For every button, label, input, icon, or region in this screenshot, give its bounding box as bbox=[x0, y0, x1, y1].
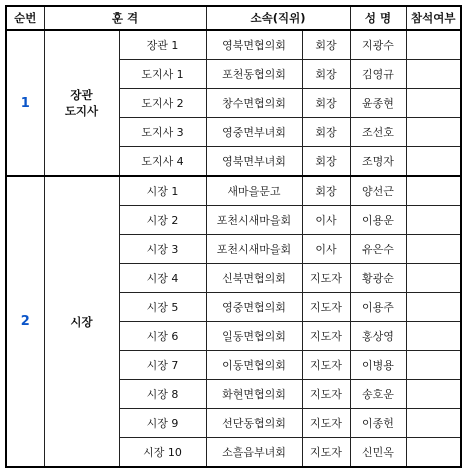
position-cell: 회장 bbox=[302, 118, 350, 147]
header-row bbox=[6, 6, 461, 30]
name-cell: 김영규 bbox=[350, 60, 406, 89]
award-cell: 도지사 1 bbox=[119, 60, 206, 89]
award-cell: 도지사 3 bbox=[119, 118, 206, 147]
attendance-cell[interactable] bbox=[406, 438, 461, 468]
award-cell: 시장 4 bbox=[119, 264, 206, 293]
organization-cell: 창수면협의회 bbox=[206, 89, 302, 118]
award-cell: 시장 10 bbox=[119, 438, 206, 468]
position-cell: 지도자 bbox=[302, 293, 350, 322]
position-cell: 이사 bbox=[302, 235, 350, 264]
header-name: 성 명 bbox=[350, 6, 406, 30]
award-cell: 시장 7 bbox=[119, 351, 206, 380]
name-cell: 지광수 bbox=[350, 30, 406, 60]
name-cell: 황광순 bbox=[350, 264, 406, 293]
table-body bbox=[6, 30, 461, 467]
award-cell: 시장 8 bbox=[119, 380, 206, 409]
name-cell: 이용운 bbox=[350, 206, 406, 235]
name-cell: 양선근 bbox=[350, 176, 406, 206]
table-row bbox=[6, 176, 461, 206]
organization-cell: 이동면협의회 bbox=[206, 351, 302, 380]
attendance-cell[interactable] bbox=[406, 409, 461, 438]
award-cell: 시장 2 bbox=[119, 206, 206, 235]
position-cell: 회장 bbox=[302, 176, 350, 206]
attendance-cell[interactable] bbox=[406, 30, 461, 60]
organization-cell: 포천시새마을회 bbox=[206, 206, 302, 235]
attendance-cell[interactable] bbox=[406, 118, 461, 147]
organization-cell: 영중면부녀회 bbox=[206, 118, 302, 147]
award-table-container bbox=[5, 5, 462, 468]
attendance-cell[interactable] bbox=[406, 264, 461, 293]
award-cell: 시장 5 bbox=[119, 293, 206, 322]
award-cell: 시장 3 bbox=[119, 235, 206, 264]
attendance-cell[interactable] bbox=[406, 89, 461, 118]
header-affiliation: 소속(직위) bbox=[206, 6, 350, 30]
attendance-cell[interactable] bbox=[406, 206, 461, 235]
name-cell: 신민옥 bbox=[350, 438, 406, 468]
attendance-cell[interactable] bbox=[406, 60, 461, 89]
attendance-cell[interactable] bbox=[406, 380, 461, 409]
position-cell: 지도자 bbox=[302, 380, 350, 409]
group-number: 2 bbox=[6, 176, 44, 467]
group-label: 시장 bbox=[44, 176, 119, 467]
position-cell: 지도자 bbox=[302, 351, 350, 380]
name-cell: 유은수 bbox=[350, 235, 406, 264]
attendance-cell[interactable] bbox=[406, 322, 461, 351]
organization-cell: 포천동협의회 bbox=[206, 60, 302, 89]
name-cell: 윤종현 bbox=[350, 89, 406, 118]
organization-cell: 영북면부녀회 bbox=[206, 147, 302, 177]
organization-cell: 화현면협의회 bbox=[206, 380, 302, 409]
position-cell: 지도자 bbox=[302, 322, 350, 351]
group-number: 1 bbox=[6, 30, 44, 176]
name-cell: 이종헌 bbox=[350, 409, 406, 438]
award-cell: 시장 6 bbox=[119, 322, 206, 351]
position-cell: 지도자 bbox=[302, 264, 350, 293]
organization-cell: 일동면협의회 bbox=[206, 322, 302, 351]
organization-cell: 소흘읍부녀회 bbox=[206, 438, 302, 468]
name-cell: 송호운 bbox=[350, 380, 406, 409]
header-attendance: 참석여부 bbox=[406, 6, 461, 30]
award-table bbox=[5, 5, 462, 468]
organization-cell: 신북면협의회 bbox=[206, 264, 302, 293]
name-cell: 홍상영 bbox=[350, 322, 406, 351]
attendance-cell[interactable] bbox=[406, 351, 461, 380]
organization-cell: 새마을문고 bbox=[206, 176, 302, 206]
name-cell: 이병용 bbox=[350, 351, 406, 380]
position-cell: 지도자 bbox=[302, 409, 350, 438]
position-cell: 회장 bbox=[302, 147, 350, 177]
attendance-cell[interactable] bbox=[406, 176, 461, 206]
award-cell: 시장 1 bbox=[119, 176, 206, 206]
name-cell: 이용주 bbox=[350, 293, 406, 322]
award-cell: 장관 1 bbox=[119, 30, 206, 60]
award-cell: 도지사 2 bbox=[119, 89, 206, 118]
position-cell: 회장 bbox=[302, 30, 350, 60]
award-cell: 도지사 4 bbox=[119, 147, 206, 177]
organization-cell: 포천시새마을회 bbox=[206, 235, 302, 264]
attendance-cell[interactable] bbox=[406, 147, 461, 177]
organization-cell: 선단동협의회 bbox=[206, 409, 302, 438]
name-cell: 조명자 bbox=[350, 147, 406, 177]
organization-cell: 영북면협의회 bbox=[206, 30, 302, 60]
position-cell: 회장 bbox=[302, 60, 350, 89]
attendance-cell[interactable] bbox=[406, 293, 461, 322]
position-cell: 이사 bbox=[302, 206, 350, 235]
award-cell: 시장 9 bbox=[119, 409, 206, 438]
header-no: 순번 bbox=[6, 6, 44, 30]
group-label: 장관 도지사 bbox=[44, 30, 119, 176]
position-cell: 지도자 bbox=[302, 438, 350, 468]
name-cell: 조선호 bbox=[350, 118, 406, 147]
header-title: 훈 격 bbox=[44, 6, 206, 30]
position-cell: 회장 bbox=[302, 89, 350, 118]
organization-cell: 영중면협의회 bbox=[206, 293, 302, 322]
table-row bbox=[6, 30, 461, 60]
attendance-cell[interactable] bbox=[406, 235, 461, 264]
